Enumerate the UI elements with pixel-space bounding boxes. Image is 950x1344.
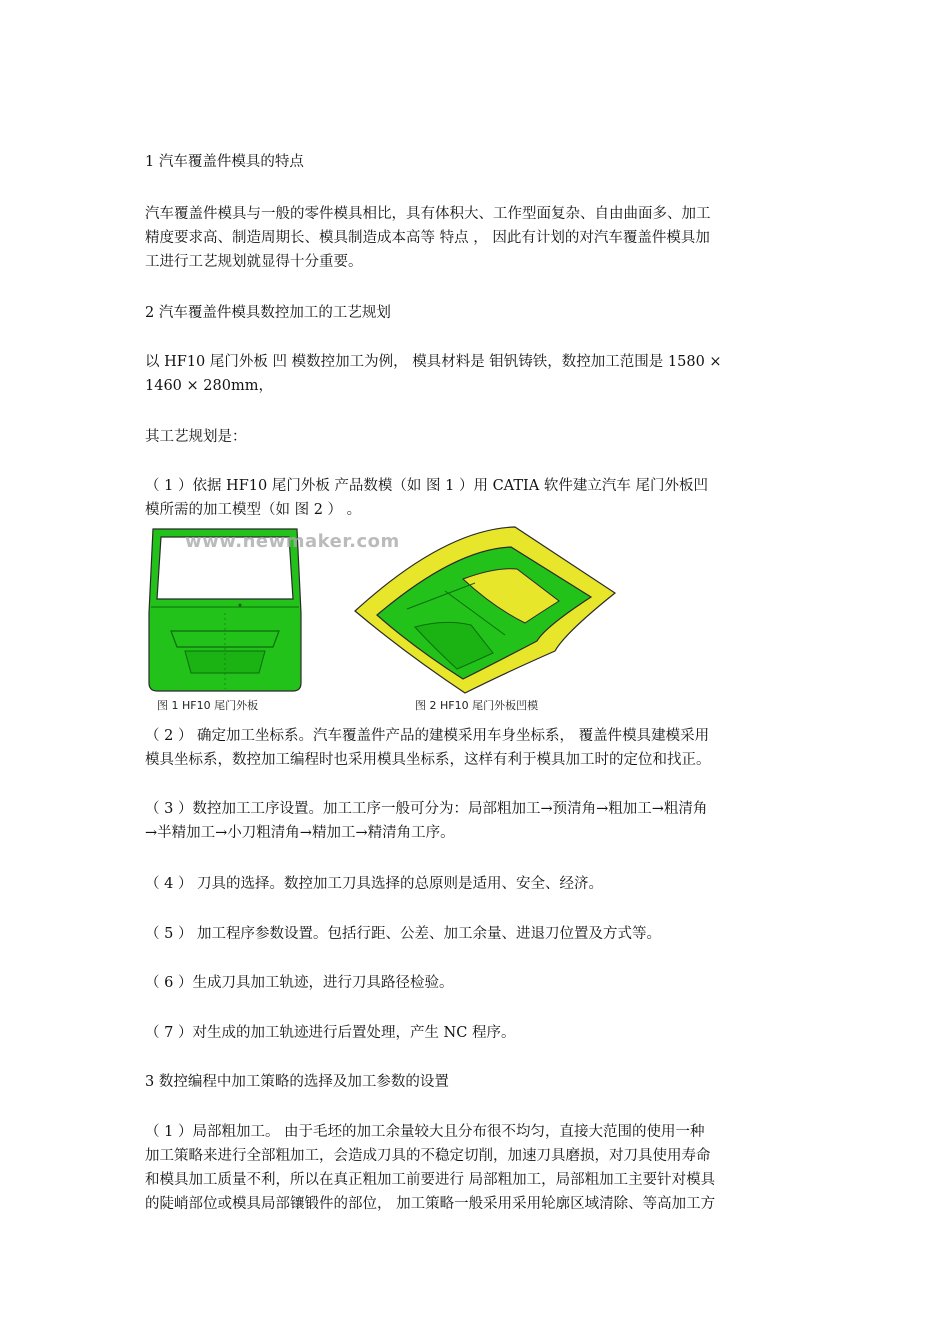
step-1 (145, 474, 810, 522)
paragraph-line: 加工策略来进行全部粗加工，会造成刀具的不稳定切削，加速刀具磨损，对刀具使用寿命 (145, 1148, 711, 1164)
paragraph-line: （ 4 ） 刀具的选择。数控加工刀具选择的总原则是适用、安全、经济。 (145, 876, 604, 892)
process-intro (145, 425, 810, 449)
heading-text: 1 汽车覆盖件模具的特点 (145, 154, 304, 170)
step-6 (145, 971, 810, 995)
watermark-text: www.newmaker.com (185, 531, 400, 552)
figure-tailgate (145, 523, 625, 715)
paragraph-line: 工进行工艺规划就显得十分重要。 (145, 254, 363, 270)
paragraph-line: 汽车覆盖件模具与一般的零件模具相比，具有体积大、工作型面复杂、自由曲面多、加工 (145, 206, 711, 222)
tailgate-panel-image (149, 529, 301, 691)
step-2 (145, 724, 810, 772)
paragraph-line: 1460 × 280mm， (145, 378, 273, 394)
section-1-paragraph (145, 202, 810, 274)
paragraph-line: （ 5 ） 加工程序参数设置。包括行距、公差、加工余量、进退刀位置及方式等。 (145, 926, 662, 942)
paragraph-line: 模具坐标系，数控加工编程时也采用模具坐标系，这样有利于模具加工时的定位和找正。 (145, 752, 711, 768)
figure-1-caption: 图 1 HF10 尾门外板 (157, 699, 259, 712)
section-3-heading (145, 1070, 810, 1094)
step-5 (145, 922, 810, 946)
section-1-heading (145, 150, 810, 174)
paragraph-line: 模所需的加工模型（如 图 2 ） 。 (145, 502, 362, 518)
paragraph-line: 和模具加工质量不利，所以在真正粗加工前要进行 局部粗加工，局部粗加工主要针对模具 (145, 1172, 716, 1188)
paragraph-line: 以 HF10 尾门外板 凹 模数控加工为例， 模具材料是 钼钒铸铁，数控加工范围是 1580 × (145, 354, 722, 370)
heading-text: 3 数控编程中加工策略的选择及加工参数的设置 (145, 1074, 449, 1090)
paragraph-line: 精度要求高、制造周期长、模具制造成本高等 特点 ， 因此有计划的对汽车覆盖件模具加 (145, 230, 710, 246)
section-2-paragraph (145, 350, 810, 398)
paragraph-line: （ 3 ）数控加工工序设置。加工工序一般可分为：局部粗加工→预清角→粗加工→粗清角 (145, 801, 708, 817)
figure-2-caption: 图 2 HF10 尾门外板凹模 (415, 699, 539, 712)
section-2-heading (145, 301, 810, 325)
paragraph-line: （ 1 ）依据 HF10 尾门外板 产品数模（如 图 1 ）用 CATIA 软件建立汽车 尾门外板凹 (145, 478, 708, 494)
paragraph-line: （ 1 ）局部粗加工。 由于毛坯的加工余量较大且分布很不均匀，直接大范围的使用一种 (145, 1124, 705, 1140)
paragraph-line: （ 2 ） 确定加工坐标系。汽车覆盖件产品的建模采用车身坐标系， 覆盖件模具建模采用 (145, 728, 710, 744)
step-3 (145, 797, 810, 845)
heading-text: 2 汽车覆盖件模具数控加工的工艺规划 (145, 305, 391, 321)
section-3-paragraph (145, 1120, 810, 1216)
paragraph-line: （ 7 ）对生成的加工轨迹进行后置处理，产生 NC 程序。 (145, 1025, 516, 1041)
paragraph-line: （ 6 ）生成刀具加工轨迹，进行刀具路径检验。 (145, 975, 454, 991)
paragraph-line: 的陡峭部位或模具局部镶锻件的部位， 加工策略一般采用采用轮廓区域清除、等高加工方 (145, 1196, 716, 1212)
paragraph-line: →半精加工→小刀粗清角→精加工→精清角工序。 (145, 825, 455, 841)
paragraph-line: 其工艺规划是： (145, 429, 247, 445)
figure-illustration (145, 523, 625, 715)
step-7 (145, 1021, 810, 1045)
step-4 (145, 872, 810, 896)
